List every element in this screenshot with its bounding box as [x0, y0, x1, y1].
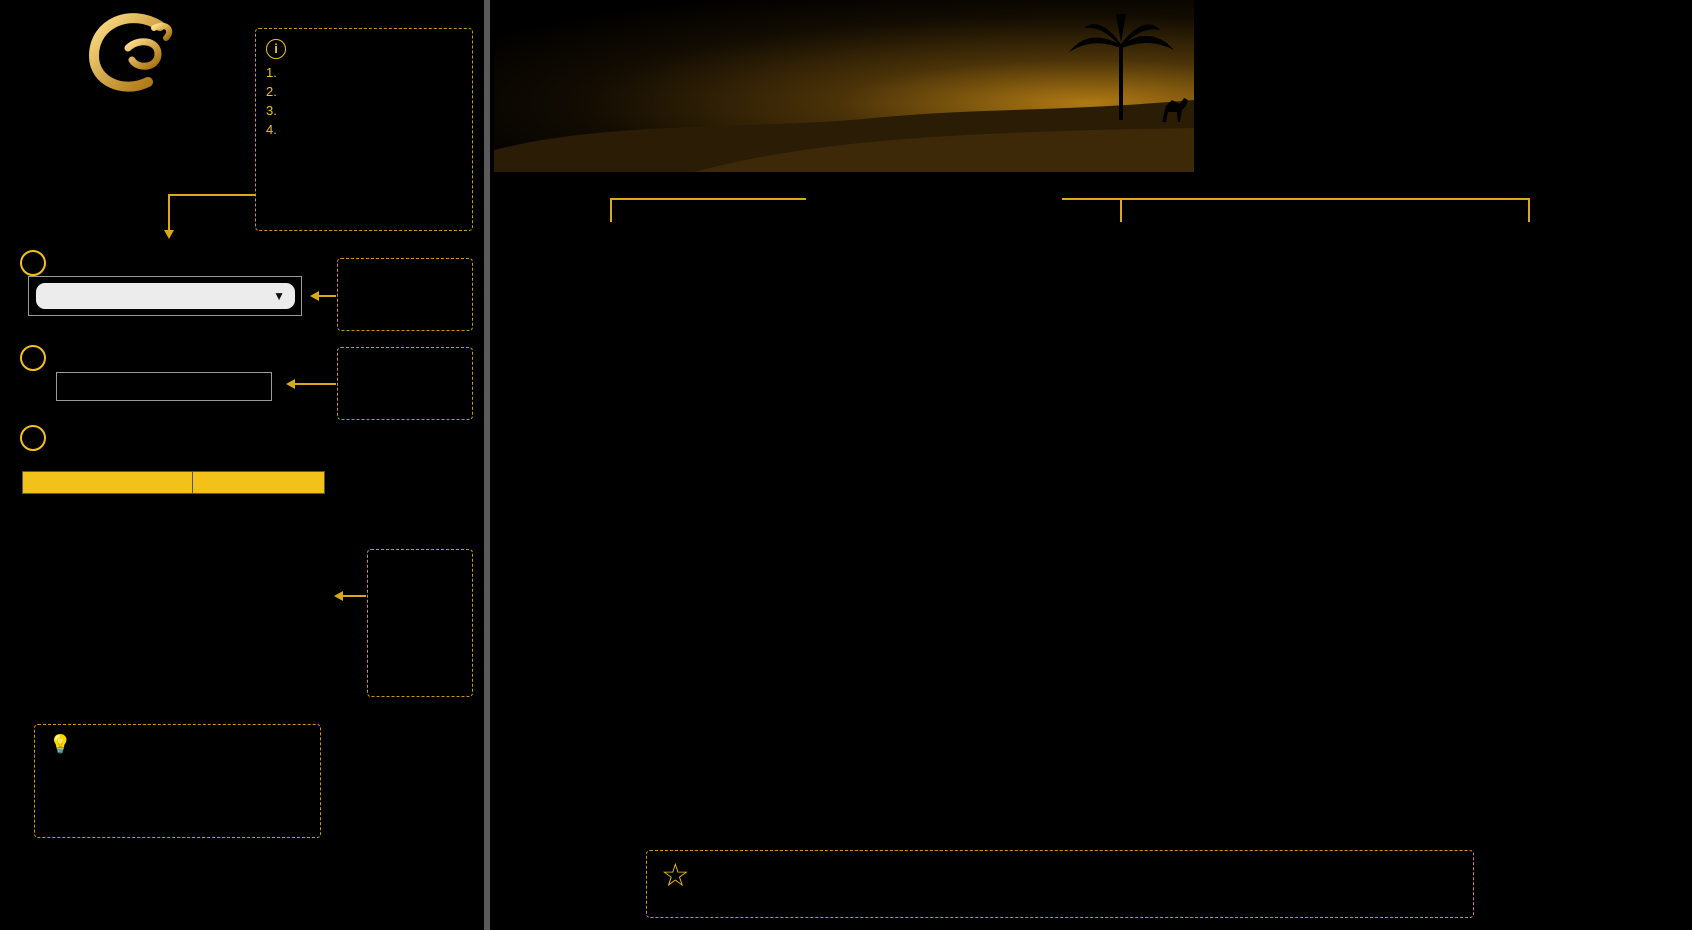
bracket-line: [610, 198, 612, 222]
step-3-callout: [367, 549, 473, 697]
panel-divider: [484, 0, 490, 930]
col-items-header: [23, 472, 193, 494]
desert-scene-icon: [494, 0, 1194, 172]
arrow-down-icon: [164, 230, 174, 239]
note-box: [34, 724, 321, 838]
col-quantity-header: [193, 472, 325, 494]
bracket-line: [610, 198, 806, 200]
logo-emblem-icon: [62, 8, 212, 108]
step-2-number: [20, 345, 46, 371]
lightbulb-icon: 💡: [49, 734, 72, 754]
chevron-down-icon: ▼: [273, 289, 285, 303]
connector-line: [294, 383, 336, 385]
left-panel: [0, 0, 484, 930]
how-to-step: 2.: [266, 84, 277, 99]
how-to-use-steps: [266, 63, 462, 139]
step-2-callout: [337, 347, 473, 420]
step-1-number: [20, 250, 46, 276]
banner: [494, 0, 1194, 172]
connector-line: [318, 295, 336, 297]
finished-product-select[interactable]: [36, 283, 295, 309]
bracket-line: [1528, 198, 1530, 222]
star-icon: ☆: [661, 857, 690, 893]
info-icon: i: [266, 39, 286, 59]
connector-line: [168, 194, 170, 230]
bracket-line: [1120, 198, 1122, 222]
logo: [62, 8, 212, 173]
production-list-table[interactable]: [22, 471, 325, 494]
connector-line: [342, 595, 366, 597]
step-1-callout: [337, 258, 473, 331]
step-3-number: [20, 425, 46, 451]
how-to-step: 4.: [266, 122, 277, 137]
how-to-step: 3.: [266, 103, 277, 118]
how-to-use-box: [255, 28, 473, 231]
bracket-line: [1062, 198, 1528, 200]
how-to-step: 1.: [266, 65, 277, 80]
batches-input[interactable]: [56, 372, 272, 401]
connector-line: [168, 194, 256, 196]
tip-box: [646, 850, 1474, 918]
